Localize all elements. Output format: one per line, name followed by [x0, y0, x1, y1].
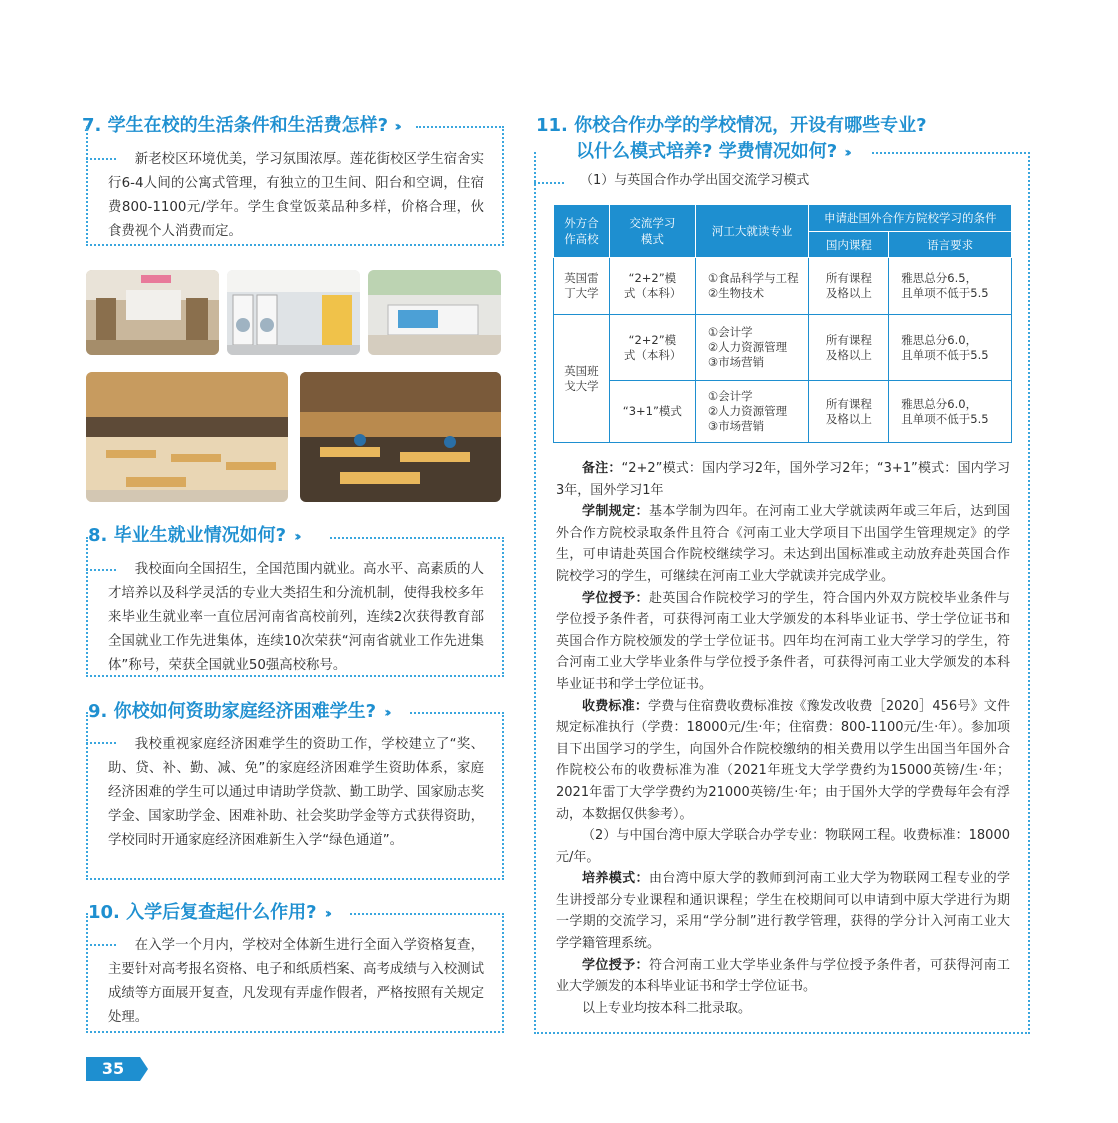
train-paragraph	[556, 868, 1010, 954]
section-11-title-line1-text: 11. 你校合作办学的学校情况，开设有哪些专业?	[536, 115, 927, 136]
cell-domestic: 所有课程及格以上	[809, 258, 889, 315]
note-paragraph	[556, 458, 1010, 501]
header-language: 语言要求	[889, 232, 1012, 258]
cell-mode: “2+2”模式（本科）	[609, 315, 695, 381]
section-8-title-text: 8. 毕业生就业情况如何?	[88, 525, 287, 546]
page-number-badge	[86, 1057, 148, 1081]
header-major: 河工大就读专业	[695, 205, 809, 258]
dormitory-photo	[86, 270, 219, 355]
double-arrow-icon: ››	[382, 705, 388, 721]
double-arrow-icon: ››	[322, 906, 329, 922]
major-item: ③市场营销	[707, 419, 765, 433]
degree-paragraph	[556, 588, 1010, 696]
fee-paragraph	[556, 696, 1010, 826]
header-conditions: 申请赴国外合作方院校学习的条件	[809, 205, 1012, 232]
system-paragraph	[556, 501, 1010, 587]
language-line: 雅思总分6.0，	[901, 332, 978, 347]
major-item: ①会计学	[707, 325, 753, 339]
train-text: 由台湾中原大学的教师到河南工业大学为物联网工程专业的学生讲授部分专业课程和通识课程；学生在校期间可以申请到中原大学进行为期一学期的交流学习，采用“学分制”进行教学管理，获得的学分计入河南工业大学学籍管理系统。	[556, 871, 1010, 952]
fee-text: 学费与住宿费收费标准按《豫发改收费［2020］456号》文件规定标准执行（学费：18000元/生·年；住宿费：800-1100元/生·年）。参加项目下出国学习的学生，向国外合作院校缴纳的相关费用以学生出国当年国外合作院校公布的收费标准为准（2021年班戈大学学费约为15000英镑/生·年；2021年雷丁大学学费约为21000英镑/生·年；由于国外大学的学费每年会有浮动，本数据仅供参考）。	[556, 698, 1010, 822]
major-item: ①会计学	[707, 389, 753, 403]
service-hall-photo	[368, 270, 501, 355]
degree2-text: 符合河南工业大学毕业条件与学位授予条件者，可获得河南工业大学颁发的本科毕业证书和学士学位证书。	[556, 957, 1010, 995]
taiwan-paragraph: （2）与中国台湾中原大学联合办学专业：物联网工程。收费标准：18000元/年。	[556, 828, 1010, 865]
section-7-body: 新老校区环境优美，学习氛围浓厚。莲花街校区学生宿舍实行6-4人间的公寓式管理，有独立的卫生间、阳台和空调，住宿费800-1100元/学年。学生食堂饭菜品种多样，价格合理，伙食费视个人消费而定。	[108, 152, 484, 239]
header-domestic: 国内课程	[809, 232, 889, 258]
cell-language	[889, 315, 1012, 381]
table-row	[554, 315, 1012, 381]
cell-majors	[695, 258, 809, 315]
laundry-photo	[227, 270, 360, 355]
double-arrow-icon: ››	[394, 119, 398, 135]
page-number: 35	[101, 1059, 125, 1078]
major-item: ①食品科学与工程	[707, 271, 799, 285]
major-item: ②人力资源管理	[707, 404, 788, 418]
section-8-body: 我校面向全国招生，全国范围内就业。高水平、高素质的人才培养以及科学灵活的专业大类招生和分流机制，使得我校多年来毕业生就业率一直位居河南省高校前列，连续2次获得教育部全国就业工作先进集体，连续10次荣获“河南省就业工作先进集体”称号，荣获全国就业50强高校称号。	[108, 562, 484, 673]
canteen-photo-2	[300, 372, 501, 502]
section-10-title-text: 10. 入学后复查起什么作用?	[88, 902, 317, 923]
cell-language	[889, 381, 1012, 443]
section-11-box-lead	[534, 182, 564, 184]
language-line: 雅思总分6.0，	[901, 396, 978, 411]
note-label: 备注：	[582, 461, 622, 476]
major-item: ②生物技术	[707, 286, 765, 300]
degree-text: 赴英国合作院校学习的学生，符合国内外双方院校毕业条件与学位授予条件者，可获得河南工业大学颁发的本科毕业证书、学士学位证书和英国合作方院校颁发的学士学位证书。四年均在河南工业大学学习的学生，符合河南工业大学毕业条件与学位授予条件者，可获得河南工业大学颁发的本科毕业证书和学士学位证书。	[556, 590, 1010, 692]
section-7-title-text: 7. 学生在校的生活条件和生活费怎样?	[82, 115, 389, 136]
header-school: 外方合作高校	[554, 205, 610, 258]
header-mode: 交流学习模式	[609, 205, 695, 258]
train-label: 培养模式：	[582, 871, 649, 887]
system-label: 学制规定：	[582, 504, 649, 520]
major-item: ③市场营销	[707, 355, 765, 369]
double-arrow-icon: ››	[292, 529, 298, 545]
cell-majors	[695, 315, 809, 381]
section-11-title-line1	[536, 114, 927, 138]
fee-label: 收费标准：	[582, 698, 649, 714]
section-11-title-line2-text: 以什么模式培养? 学费情况如何?	[576, 141, 838, 162]
cell-mode: “3+1”模式	[609, 381, 695, 443]
cell-mode: “2+2”模式（本科）	[609, 258, 695, 315]
major-item: ②人力资源管理	[707, 340, 788, 354]
language-line: 且单项不低于5.5	[901, 411, 989, 426]
table-row	[554, 258, 1012, 315]
exchange-table	[553, 204, 1012, 443]
degree2-paragraph	[556, 955, 1010, 998]
canteen-photo-1	[86, 372, 288, 502]
section-11-body	[556, 458, 1010, 1019]
language-line: 雅思总分6.5，	[901, 271, 978, 285]
cell-school: 英国班戈大学	[554, 315, 610, 443]
section-9-body: 我校重视家庭经济困难学生的资助工作，学校建立了“奖、助、贷、补、勤、减、免”的家庭经济困难学生资助体系，家庭经济困难的学生可以通过申请助学贷款、勤工助学、国家励志奖学金、国家助学金、困难补助、社会奖助学金等方式获得资助，学校同时开通家庭经济困难新生入学“绿色通道”。	[108, 737, 484, 848]
section-11-subtitle: （1）与英国合作办学出国交流学习模式	[580, 173, 810, 188]
cell-domestic: 所有课程及格以上	[809, 315, 889, 381]
language-line: 且单项不低于5.5	[901, 347, 989, 362]
section-10-body: 在入学一个月内，学校对全体新生进行全面入学资格复查，主要针对高考报名资格、电子和纸质档案、高考成绩与入校测试成绩等方面展开复查，凡发现有弄虚作假者，严格按照有关规定处理。	[108, 938, 484, 1025]
cell-domestic: 所有课程及格以上	[809, 381, 889, 443]
degree2-label: 学位授予：	[582, 957, 649, 973]
cell-majors	[695, 381, 809, 443]
note-text: “2+2”模式：国内学习2年，国外学习2年；“3+1”模式：国内学习3年，国外学习1年	[556, 461, 1010, 498]
language-line: 且单项不低于5.5	[901, 286, 989, 300]
double-arrow-icon: ››	[843, 145, 848, 161]
cell-language	[889, 258, 1012, 315]
system-text: 基本学制为四年。在河南工业大学就读两年或三年后，达到国外合作方院校录取条件且符合《河南工业大学项目下出国学生管理规定》的学生，可申请赴英国合作院校继续学习。未达到出国标准或主动放弃赴英国合作院校学习的学生，可继续在河南工业大学就读并完成学业。	[556, 504, 1010, 584]
degree-label: 学位授予：	[582, 590, 649, 606]
cell-school: 英国雷丁大学	[554, 258, 610, 315]
section-9-title-text: 9. 你校如何资助家庭经济困难学生?	[88, 701, 377, 722]
batch-paragraph: 以上专业均按本科二批录取。	[582, 1000, 752, 1016]
table-row	[554, 381, 1012, 443]
